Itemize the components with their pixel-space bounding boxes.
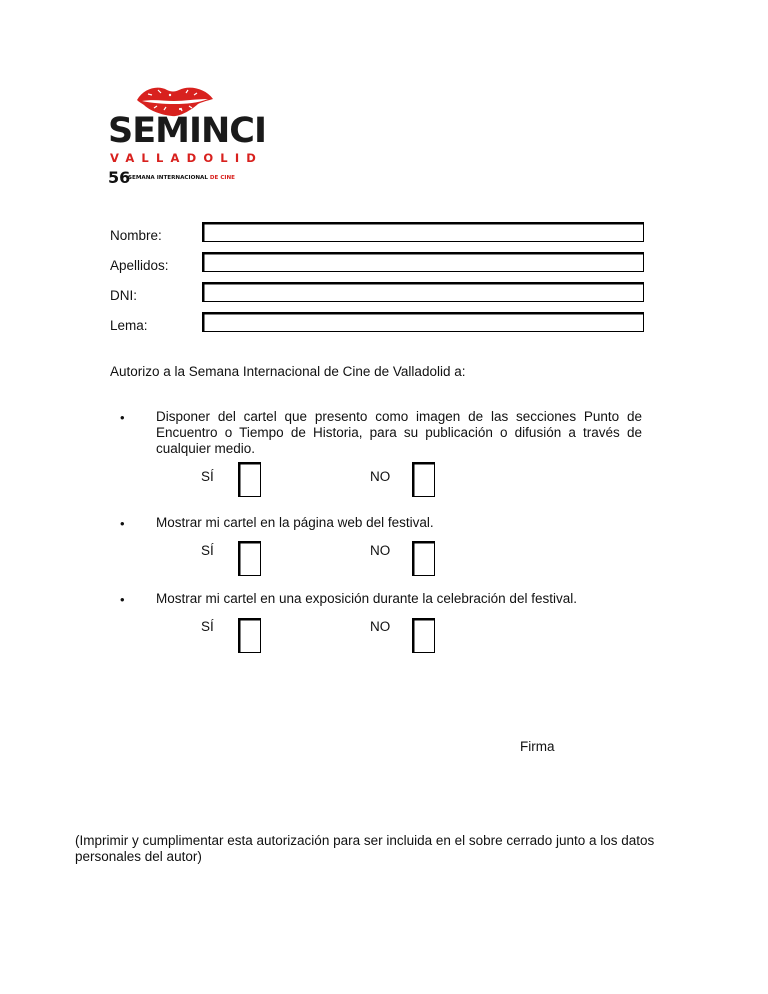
- logo-tagline-black: SEMANA INTERNACIONAL: [128, 175, 208, 181]
- seminci-logo: [108, 84, 266, 196]
- apellidos-field[interactable]: [202, 252, 644, 272]
- bullet-3: •: [120, 592, 125, 607]
- item-1-no-label: NO: [370, 469, 391, 484]
- item-3-no-label: NO: [370, 619, 391, 634]
- item-1-no-checkbox[interactable]: [412, 462, 435, 497]
- item-2-yes-label: SÍ: [201, 543, 214, 558]
- nombre-field[interactable]: [202, 222, 644, 242]
- logo-wordmark: SEMINCI: [108, 111, 266, 151]
- item-1-yes-label: SÍ: [201, 469, 214, 484]
- item-1-text: Disponer del cartel que presento como imagen de las secciones Punto de Encuentro o Tiempo de Historia, para su publicación o difusión a través de cualquier medio.: [156, 409, 642, 456]
- lema-label: Lema:: [110, 318, 148, 333]
- nombre-label: Nombre:: [110, 228, 162, 243]
- dni-label: DNI:: [110, 288, 137, 303]
- bullet-1: •: [120, 410, 125, 425]
- footer-note: (Imprimir y cumplimentar esta autorización para ser incluida en el sobre cerrado junto a los datos personales del autor): [75, 833, 655, 864]
- signature-label: Firma: [520, 739, 555, 754]
- item-3-yes-checkbox[interactable]: [238, 618, 261, 653]
- item-2-no-checkbox[interactable]: [412, 541, 435, 576]
- authorization-intro: Autorizo a la Semana Internacional de Cine de Valladolid a:: [110, 364, 466, 379]
- logo-city: VALLADOLID: [110, 151, 264, 165]
- bullet-2: •: [120, 516, 125, 531]
- item-1-yes-checkbox[interactable]: [238, 462, 261, 497]
- dni-field[interactable]: [202, 282, 644, 302]
- item-3-yes-label: SÍ: [201, 619, 214, 634]
- item-2-yes-checkbox[interactable]: [238, 541, 261, 576]
- lema-field[interactable]: [202, 312, 644, 332]
- item-3-text: Mostrar mi cartel en una exposición durante la celebración del festival.: [156, 591, 577, 606]
- apellidos-label: Apellidos:: [110, 258, 169, 273]
- item-2-no-label: NO: [370, 543, 391, 558]
- item-3-no-checkbox[interactable]: [412, 618, 435, 653]
- item-2-text: Mostrar mi cartel en la página web del festival.: [156, 515, 434, 530]
- logo-edition: 56: [108, 168, 131, 187]
- logo-tagline-red: DE CINE: [209, 175, 236, 181]
- logo-tagline: [128, 176, 235, 182]
